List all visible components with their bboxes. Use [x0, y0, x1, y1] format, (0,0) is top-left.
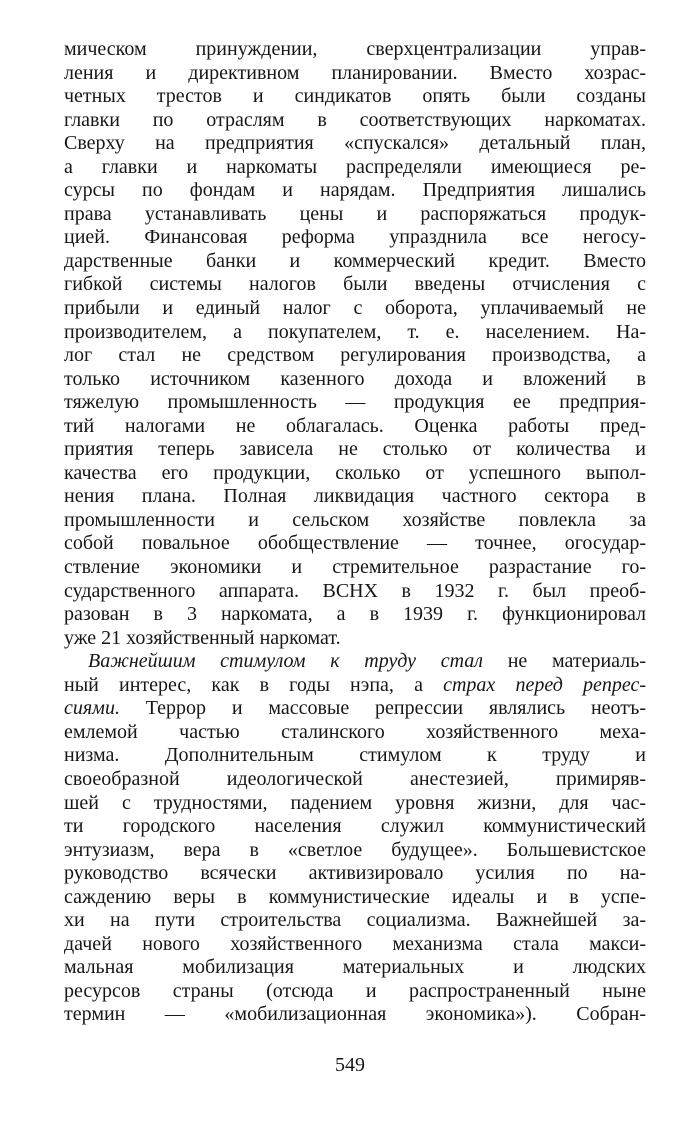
text-line: энтузиазм, вера в «светлое будущее». Большевистское: [64, 838, 646, 861]
text-line: мическом принуждении, сверхцентрализации управ-: [64, 38, 646, 60]
text-line: промышленности и сельском хозяйстве повлекла за: [64, 508, 646, 531]
emphasis-text: сиями.: [64, 697, 120, 720]
text-line: ти городского населения служил коммунистический: [64, 815, 646, 838]
text-line: шей с трудностями, падением уровня жизни, для час-: [64, 791, 646, 814]
text-line: гибкой системы налогов были введены отчисления с: [64, 273, 646, 296]
text-line: нения плана. Полная ликвидация частного сектора в: [64, 485, 646, 508]
text-line: Сверху на предприятия «спускался» детальный план,: [64, 132, 646, 155]
text-run: Террор и массовые репрессии являлись неотъ-: [119, 697, 646, 720]
paragraph-2: [64, 650, 646, 1027]
text-line: низма. Дополнительным стимулом к труду и: [64, 744, 646, 767]
text-line: хи на пути строительства социализма. Важнейшей за-: [64, 909, 646, 932]
text-line: четных трестов и синдикатов опять были созданы: [64, 85, 646, 108]
text-line: прибыли и единый налог с оборота, уплачиваемый не: [64, 297, 646, 320]
text-line: дарственные банки и коммерческий кредит. Вместо: [64, 249, 646, 272]
text-line: термин — «мобилизационная экономика»). Собран-: [64, 1003, 646, 1026]
emphasis-text: Важнейшим стимулом к труду стал: [88, 650, 484, 673]
text-line: [64, 697, 646, 721]
text-line: мальная мобилизация материальных и людских: [64, 956, 646, 979]
text-line: своеобразной идеологической анестезией, примиряв-: [64, 767, 646, 790]
paragraph-1: [64, 38, 646, 650]
text-line: емлемой частью сталинского хозяйственного меха-: [64, 720, 646, 743]
text-line: производителем, а покупателем, т. е. населением. На-: [64, 320, 646, 343]
text-line: ресурсов страны (отсюда и распространенный ныне: [64, 979, 646, 1002]
text-run: ный интерес, как в годы нэпа, а: [64, 673, 444, 696]
text-line: разован в 3 наркомата, а в 1939 г. функционировал: [64, 603, 646, 626]
page-number: 549: [335, 1054, 365, 1076]
text-line: приятия теперь зависела не столько от количества и: [64, 438, 646, 461]
emphasis-text: страх перед репрес-: [443, 673, 646, 696]
text-line: только источником казенного дохода и вложений в: [64, 367, 646, 390]
text-line: главки по отраслям в соответствующих наркоматах.: [64, 108, 646, 131]
body-text: [64, 38, 646, 1027]
text-line: собой повальное обобществление — точнее, огосудар-: [64, 532, 646, 555]
text-line: сурсы по фондам и нарядам. Предприятия лишались: [64, 179, 646, 202]
text-line: тяжелую промышленность — продукция ее предприя-: [64, 391, 646, 414]
text-line: ствление экономики и стремительное разрастание го-: [64, 556, 646, 579]
text-line: ления и директивном планировании. Вместо хозрас-: [64, 61, 646, 84]
text-line: цией. Финансовая реформа упразднила все негосу-: [64, 226, 646, 249]
text-line: тий налогами не облагалась. Оценка работы пред-: [64, 414, 646, 437]
text-line: дачей нового хозяйственного механизма стала макси-: [64, 932, 646, 955]
text-line: руководство всячески активизировало усилия по на-: [64, 862, 646, 885]
text-line: а главки и наркоматы распределяли имеющиеся ре-: [64, 155, 646, 178]
text-line: уже 21 хозяйственный наркомат.: [64, 626, 341, 649]
text-line: качества его продукции, сколько от успешного выпол-: [64, 461, 646, 484]
text-line: саждению веры в коммунистические идеалы и в успе-: [64, 885, 646, 908]
text-line: [64, 674, 646, 698]
text-line: [64, 650, 646, 674]
text-line: права устанавливать цены и распоряжаться продук-: [64, 202, 646, 225]
text-line: лог стал не средством регулирования производства, а: [64, 344, 646, 367]
text-line: сударственного аппарата. ВСНХ в 1932 г. был преоб-: [64, 579, 646, 602]
text-run: не материаль-: [483, 650, 646, 673]
